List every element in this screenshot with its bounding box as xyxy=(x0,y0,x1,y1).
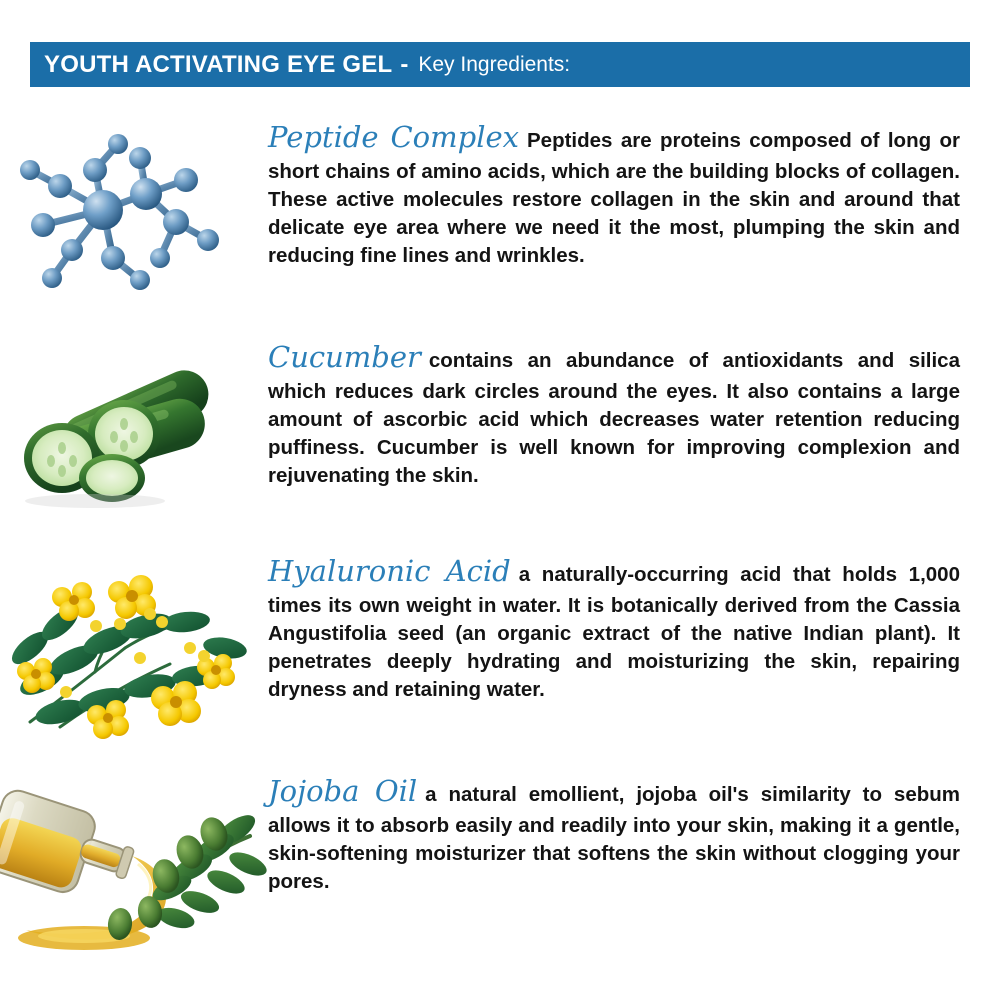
ingredient-row-peptide-complex xyxy=(0,118,970,298)
molecule-illustration xyxy=(0,118,268,298)
cucumber-illustration xyxy=(0,338,268,508)
ingredient-name-peptide-complex: Peptide Complex xyxy=(268,120,519,154)
ingredient-copy-peptide-complex xyxy=(268,118,970,270)
ingredient-row-hyaluronic-acid xyxy=(0,552,970,742)
ingredient-description-hyaluronic-acid: a naturally-occurring acid that holds 1,000 times its own weight in water. It is botanically derived from the Cassia Angustifolia seed (an organic extract of the native Indian plant). It penetrates deeply hydrating and moisturizing the skin, repairing dryness and retaining water. xyxy=(268,563,960,701)
page-title: YOUTH ACTIVATING EYE GEL xyxy=(44,50,393,78)
ingredient-name-cucumber: Cucumber xyxy=(268,340,421,374)
ingredient-copy-cucumber xyxy=(268,338,970,490)
ingredient-row-jojoba-oil xyxy=(0,772,970,957)
ingredient-description-jojoba-oil: a natural emollient, jojoba oil's similarity to sebum allows it to absorb easily and readily into your skin, making it a gentle, skin-softening moisturizer that softens the skin without clogging your pores. xyxy=(268,783,960,893)
ingredient-copy-hyaluronic-acid xyxy=(268,552,970,704)
header-separator: - xyxy=(400,50,409,78)
ingredient-description-cucumber: contains an abundance of antioxidants and silica which reduces dark circles around the eyes. It also contains a large amount of ascorbic acid which decreases water retention reducing puffiness. Cucumber is well known for improving complexion and rejuvenating the skin. xyxy=(268,349,960,487)
header-subtitle: Key Ingredients: xyxy=(418,52,571,76)
header-bar xyxy=(30,42,970,87)
ingredient-name-jojoba-oil: Jojoba Oil xyxy=(268,774,418,808)
ingredient-copy-jojoba-oil xyxy=(268,772,970,896)
ingredient-row-cucumber xyxy=(0,338,970,508)
cassia-flower-illustration xyxy=(0,552,268,742)
ingredient-name-hyaluronic-acid: Hyaluronic Acid xyxy=(268,554,511,588)
jojoba-oil-illustration xyxy=(0,772,268,957)
ingredient-description-peptide-complex: Peptides are proteins composed of long or short chains of amino acids, which are the building blocks of collagen. These active molecules restore collagen in the skin and around that delicate eye area where we need it the most, plumping the skin and reducing fine lines and wrinkles. xyxy=(268,129,960,267)
